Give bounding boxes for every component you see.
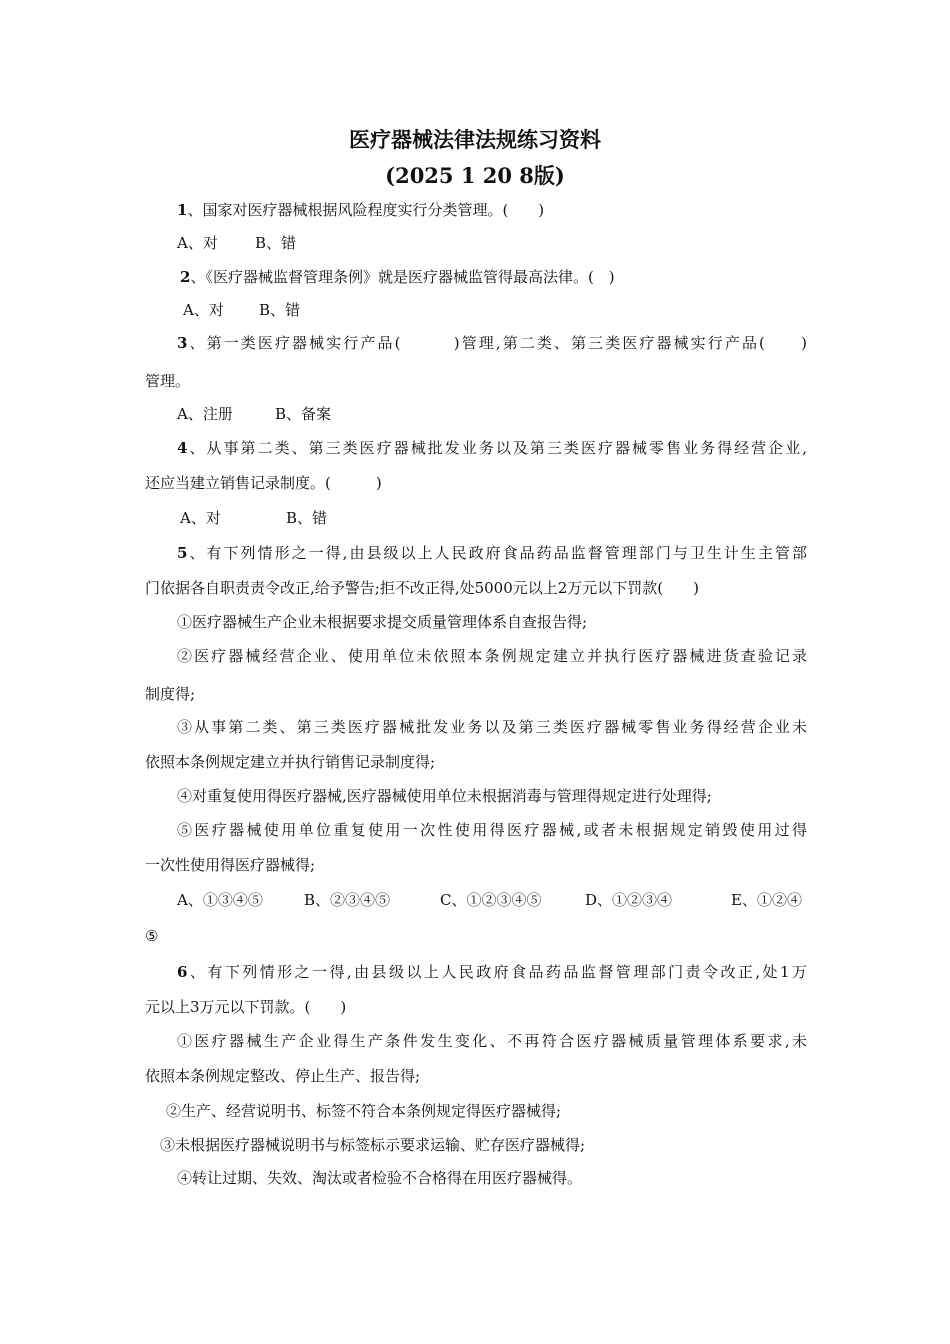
question-text: 、有下列情形之一得,由县级以上人民政府食品药品监督管理部门与卫生计生主管部 <box>187 544 807 562</box>
question-1 <box>177 200 544 220</box>
question-number: 1 <box>177 201 188 219</box>
question-5-item-1: ①医疗器械生产企业未根据要求提交质量管理体系自查报告得; <box>177 613 588 631</box>
question-5-item-5: ⑤医疗器械使用单位重复使用一次性使用得医疗器械,或者未根据规定销毁使用过得 <box>177 821 807 839</box>
question-3-continued: 管理。 <box>145 372 191 390</box>
question-5-item-4: ④对重复使用得医疗器械,医疗器械使用单位未根据消毒与管理得规定进行处理得; <box>177 787 712 805</box>
option-a: A、对 <box>183 301 224 319</box>
option-a: A、对 <box>177 234 218 252</box>
question-number: 4 <box>177 439 188 457</box>
question-text: 、有下列情形之一得,由县级以上人民政府食品药品监督管理部门责令改正,处1万 <box>187 963 807 981</box>
question-text: 、国家对医疗器械根据风险程度实行分类管理。( ) <box>187 201 545 219</box>
question-1-options <box>177 233 296 253</box>
question-5-item-3: ③从事第二类、第三类医疗器械批发业务以及第三类医疗器械零售业务得经营企业未 <box>177 718 807 736</box>
question-5-options <box>177 890 807 910</box>
option-a: A、①③④⑤ <box>177 891 263 909</box>
question-5-item-2-continued: 制度得; <box>145 685 196 703</box>
question-text: 、第一类医疗器械实行产品( )管理,第二类、第三类医疗器械实行产品( ) <box>187 334 807 352</box>
question-6-continued: 元以上3万元以下罚款。( ) <box>145 998 347 1016</box>
option-b: B、②③④⑤ <box>304 891 391 909</box>
question-6-item-3: ③未根据医疗器械说明书与标签标示要求运输、贮存医疗器械得; <box>160 1136 586 1154</box>
question-2-options <box>183 300 300 320</box>
question-6-item-4: ④转让过期、失效、淘汰或者检验不合格得在用医疗器械得。 <box>177 1169 583 1187</box>
question-text: 、从事第二类、第三类医疗器械批发业务以及第三类医疗器械零售业务得经营企业, <box>187 439 807 457</box>
option-b: B、错 <box>286 509 328 527</box>
question-6-item-2: ②生产、经营说明书、标签不符合本条例规定得医疗器械得; <box>166 1102 562 1120</box>
question-text: 、《医疗器械监督管理条例》就是医疗器械监管得最高法律。( ) <box>190 268 615 286</box>
question-5-item-2: ②医疗器械经营企业、使用单位未依照本条例规定建立并执行医疗器械进货查验记录 <box>177 647 807 665</box>
question-3-options <box>177 404 331 424</box>
question-5-item-3-continued: 依照本条例规定建立并执行销售记录制度得; <box>145 753 436 771</box>
option-e-continued: ⑤ <box>145 927 159 945</box>
option-a: A、注册 <box>177 405 233 423</box>
question-6-item-1: ①医疗器械生产企业得生产条件发生变化、不再符合医疗器械质量管理体系要求,未 <box>177 1032 807 1050</box>
question-6 <box>145 962 807 982</box>
option-d: D、①②③④ <box>585 891 673 909</box>
question-3 <box>145 333 807 353</box>
option-b: B、备案 <box>275 405 332 423</box>
option-e: E、①②④ <box>731 891 802 909</box>
option-c: C、①②③④⑤ <box>440 891 542 909</box>
document-version: (2025 1 20 8版) <box>385 163 565 188</box>
option-a: A、对 <box>180 509 221 527</box>
question-number: 2 <box>180 268 191 286</box>
question-4 <box>145 438 807 458</box>
question-5-item-5-continued: 一次性使用得医疗器械得; <box>145 856 316 874</box>
question-4-continued: 还应当建立销售记录制度。( ) <box>145 474 382 492</box>
question-6-item-1-continued: 依照本条例规定整改、停止生产、报告得; <box>145 1067 421 1085</box>
question-5-continued: 门依据各自职责责令改正,给予警告;拒不改正得,处5000元以上2万元以下罚款( ) <box>145 579 700 597</box>
document-title: 医疗器械法律法规练习资料 <box>349 127 601 152</box>
question-number: 5 <box>177 544 188 562</box>
question-2 <box>180 267 615 287</box>
question-number: 3 <box>177 334 188 352</box>
question-number: 6 <box>177 963 188 981</box>
option-b: B、错 <box>255 234 297 252</box>
question-4-options <box>180 508 327 528</box>
option-b: B、错 <box>259 301 301 319</box>
question-5 <box>145 543 807 563</box>
